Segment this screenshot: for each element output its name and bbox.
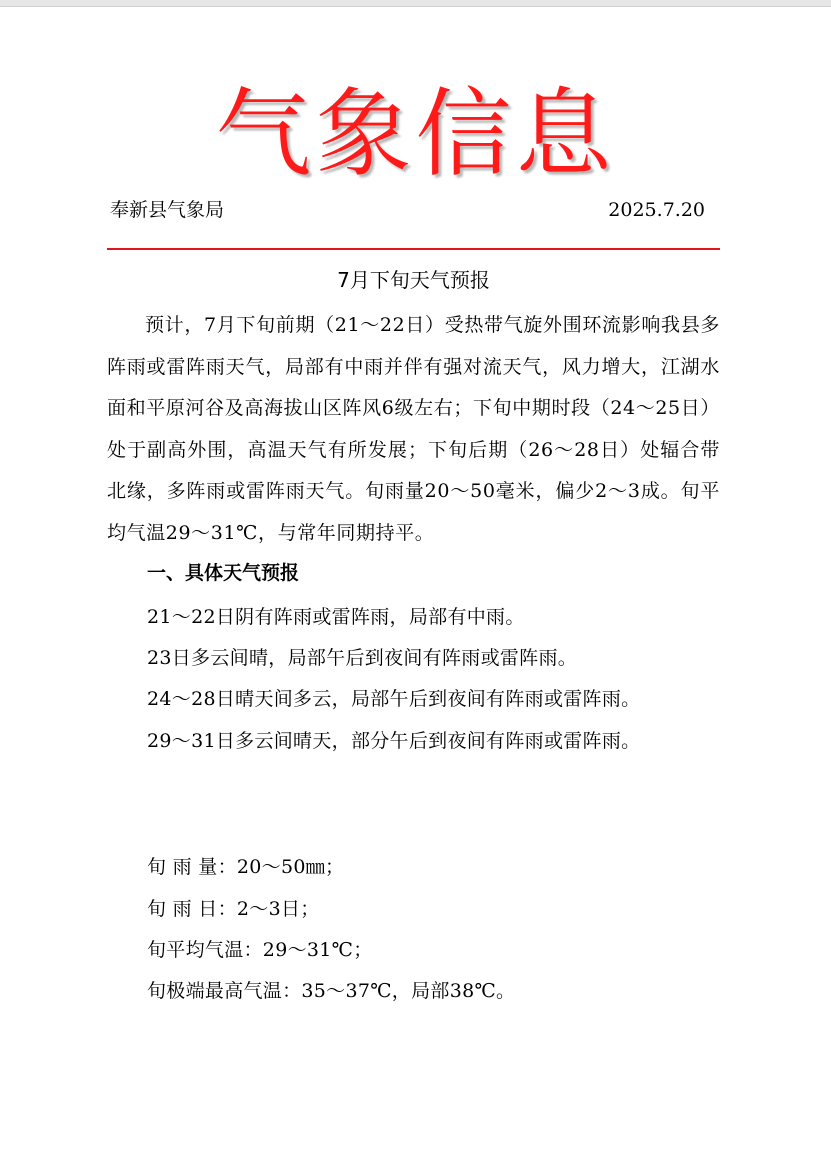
issue-date: 2025.7.20 — [608, 199, 705, 221]
issuer-name: 奉新县气象局 — [110, 199, 225, 221]
daily-forecast-item: 23日多云间晴，局部午后到夜间有阵雨或雷阵雨。 — [147, 647, 578, 669]
forecast-paragraph: 预计，7月下旬前期（21～22日）受热带气旋外围环流影响我县多阵雨或雷阵雨天气，局部有中雨并伴有强对流天气，风力增大，江湖水面和平原河谷及高海拔山区阵风6级左右；下旬中期时段（24～25日）处于副高外围，高温天气有所发展；下旬后期（26～28日）处辐合带北缘，多阵雨或雷阵雨天气。旬雨量20～50毫米，偏少2～3成。旬平均气温29～31℃，与常年同期持平。 — [107, 314, 720, 544]
summary-rain-days: 旬 雨 日：2～3日； — [147, 898, 320, 920]
document-page — [0, 7, 831, 1153]
summary-extreme-temperature: 旬极端最高气温：35～37℃，局部38℃。 — [147, 980, 516, 1002]
masthead-title: 气象信息 — [215, 78, 616, 190]
daily-forecast-item: 24～28日晴天间多云，局部午后到夜间有阵雨或雷阵雨。 — [147, 688, 641, 710]
daily-forecast-item: 29～31日多云间晴天，部分午后到夜间有阵雨或雷阵雨。 — [147, 730, 641, 752]
document-title: 7月下旬天气预报 — [337, 268, 490, 292]
daily-forecast-item: 21～22日阴有阵雨或雷阵雨，局部有中雨。 — [147, 606, 525, 628]
red-divider-rule — [107, 248, 720, 250]
window-top-border — [0, 0, 831, 7]
section-heading: 一、具体天气预报 — [147, 562, 300, 584]
summary-mean-temperature: 旬平均气温：29～31℃； — [147, 939, 373, 961]
summary-rainfall: 旬 雨 量：20～50㎜； — [147, 856, 345, 878]
